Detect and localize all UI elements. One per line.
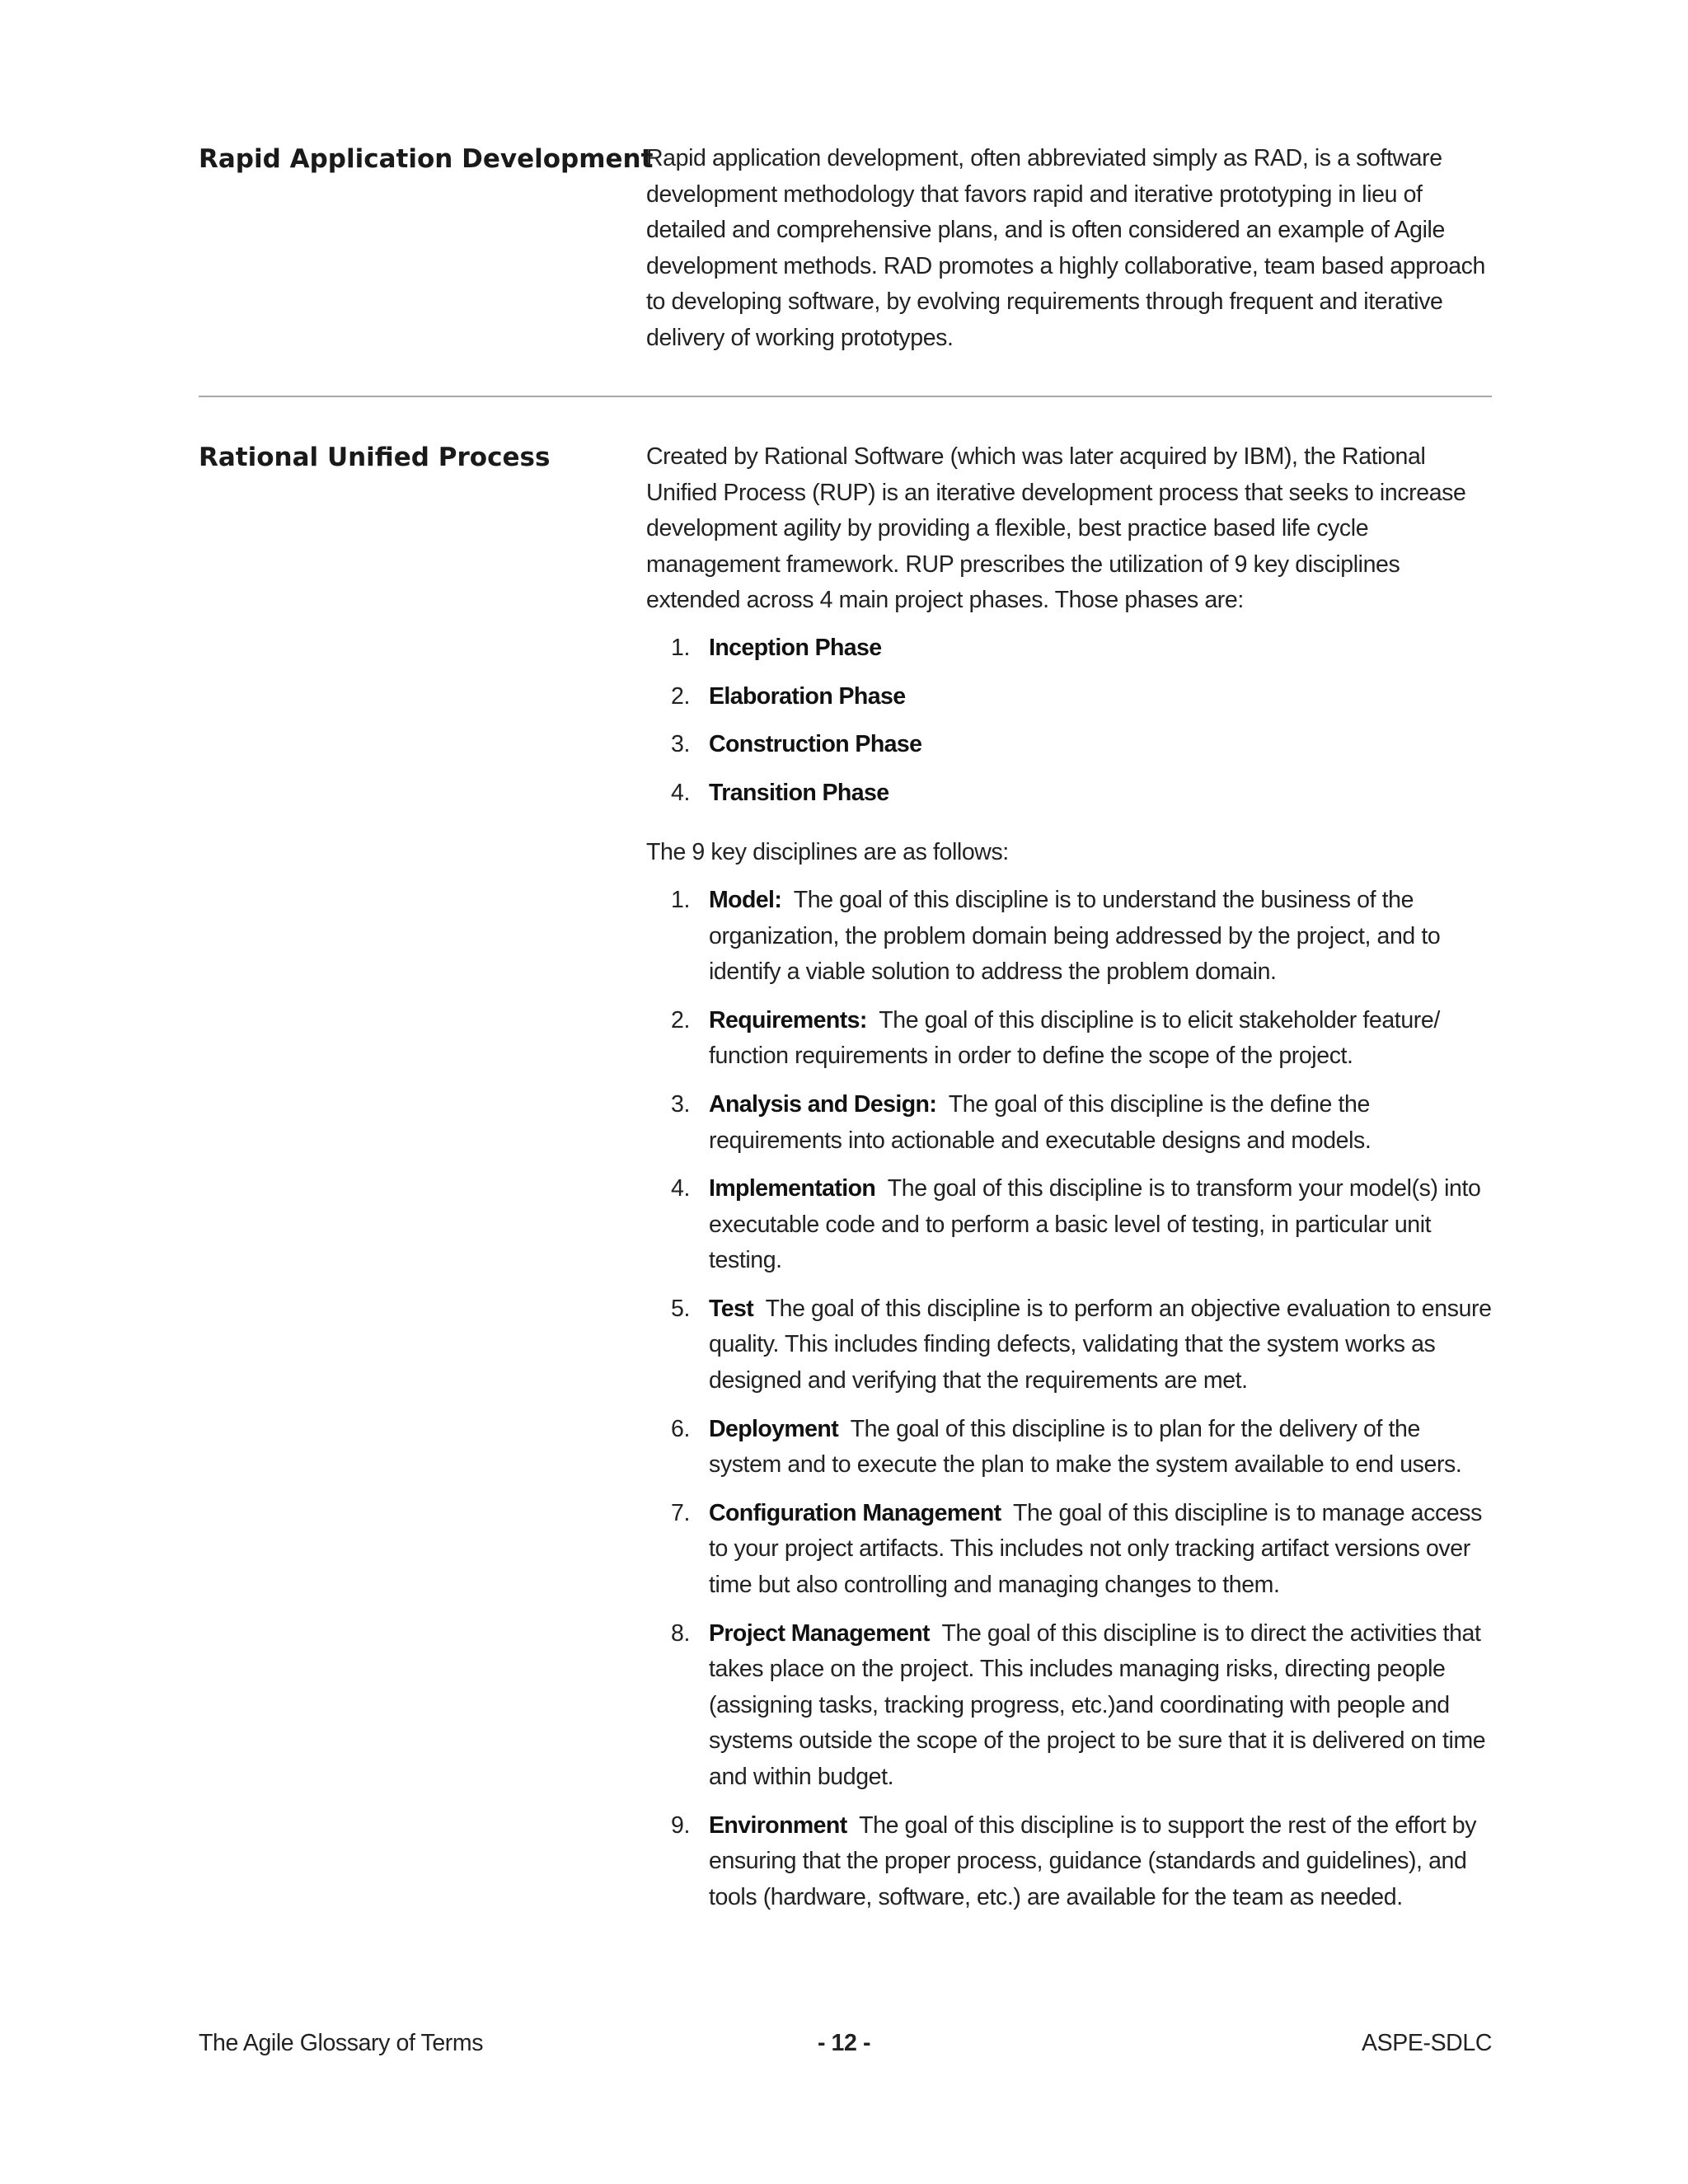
discipline-item	[646, 1412, 1495, 1483]
list-number: 2.	[671, 682, 690, 710]
discipline-item	[646, 883, 1495, 991]
list-number: 6.	[671, 1415, 690, 1442]
term-heading-rup: Rational Unified Process	[199, 443, 551, 472]
discipline-name: Project Management	[709, 1619, 930, 1647]
discipline-text: The goal of this discipline is the define the requirements into actionable and executable designs and models.	[709, 1090, 1372, 1154]
discipline-text: The goal of this discipline is to transform your model(s) into executable code and to perform a basic level of testing, in particular unit testing.	[709, 1175, 1481, 1274]
discipline-text: The goal of this discipline is to understand the business of the organization, the problem domain being addressed by the project, and to identify a viable solution to address the problem domain.	[709, 886, 1441, 986]
list-number: 8.	[671, 1619, 690, 1647]
phase-name: Inception Phase	[709, 634, 882, 661]
phase-item	[646, 727, 1495, 763]
discipline-text: The goal of this discipline is to elicit stakeholder feature/ function requirements in order to define the scope of the project.	[709, 1006, 1440, 1070]
discipline-name: Requirements:	[709, 1006, 867, 1033]
list-number: 4.	[671, 779, 690, 806]
discipline-name: Analysis and Design:	[709, 1090, 937, 1118]
discipline-item	[646, 1171, 1495, 1279]
phase-name: Transition Phase	[709, 779, 889, 806]
list-number: 4.	[671, 1175, 690, 1202]
phase-name: Elaboration Phase	[709, 682, 906, 710]
definition-paragraph: Rapid application development, often abbreviated simply as RAD, is a software development methodology that favors rapid and iterative prototyping in lieu of detailed and comprehensive plans, and is often considered an example of Agile development methods. RAD promotes a highly collaborative, team based approach to developing software, by evolving requirements through frequent and iterative delivery of working prototypes.	[646, 145, 1485, 351]
phase-item	[646, 776, 1495, 812]
list-number: 9.	[671, 1811, 690, 1839]
discipline-text: The goal of this discipline is to support the rest of the effort by ensuring that the proper process, guidance (standards and guidelines), and tools (hardware, software, etc.) are available for the team as needed.	[709, 1811, 1477, 1910]
discipline-text: The goal of this discipline is to manage access to your project artifacts. This includes not only tracking artifact versions over time but also controlling and managing changes to them.	[709, 1499, 1482, 1599]
discipline-item	[646, 1003, 1495, 1075]
list-number: 2.	[671, 1006, 690, 1033]
discipline-name: Deployment	[709, 1415, 839, 1442]
discipline-text: The goal of this discipline is to plan for the delivery of the system and to execute the plan to make the system available to end users.	[709, 1415, 1462, 1479]
phase-item	[646, 630, 1495, 667]
section-divider	[199, 396, 1492, 397]
discipline-item	[646, 1496, 1495, 1604]
phase-name: Construction Phase	[709, 731, 922, 758]
discipline-name: Environment	[709, 1811, 847, 1839]
list-number: 3.	[671, 731, 690, 758]
list-number: 1.	[671, 886, 690, 913]
list-number: 5.	[671, 1295, 690, 1322]
disciplines-intro: The 9 key disciplines are as follows:	[646, 839, 1009, 866]
discipline-name: Test	[709, 1295, 754, 1322]
discipline-text: The goal of this discipline is to perform an objective evaluation to ensure quality. This includes finding defects, validating that the system works as designed and verifying that the requirements are met.	[709, 1295, 1492, 1394]
discipline-item	[646, 1087, 1495, 1159]
phase-item	[646, 679, 1495, 715]
disciplines-list	[646, 883, 1495, 1915]
definition-rup	[646, 439, 1495, 1928]
discipline-name: Implementation	[709, 1175, 876, 1202]
list-number: 7.	[671, 1499, 690, 1526]
discipline-text: The goal of this discipline is to direct the activities that takes place on the project. This includes managing risks, directing people (assigning tasks, tracking progress, etc.)and coordinating with people and systems outside the scope of the project to be sure that it is delivered on time and within budget.	[709, 1619, 1486, 1790]
discipline-item	[646, 1616, 1495, 1796]
footer-document-title: The Agile Glossary of Terms	[199, 2030, 484, 2056]
footer-course-code: ASPE-SDLC	[1362, 2030, 1492, 2056]
discipline-item	[646, 1291, 1495, 1399]
list-number: 3.	[671, 1090, 690, 1118]
definition-paragraph: Created by Rational Software (which was later acquired by IBM), the Rational Unified Process (RUP) is an iterative development process that seeks to increase development agility by providing a flexible, best practice based life cycle management framework. RUP prescribes the utilization of 9 key disciplines extended across 4 main project phases. Those phases are:	[646, 443, 1466, 614]
discipline-item	[646, 1808, 1495, 1916]
definition-rad	[646, 141, 1495, 357]
discipline-name: Model:	[709, 886, 782, 913]
page-number: - 12 -	[817, 2030, 871, 2056]
term-heading-rad: Rapid Application Development	[199, 144, 654, 174]
phases-list	[646, 630, 1495, 811]
list-number: 1.	[671, 634, 690, 661]
discipline-name: Configuration Management	[709, 1499, 1001, 1526]
